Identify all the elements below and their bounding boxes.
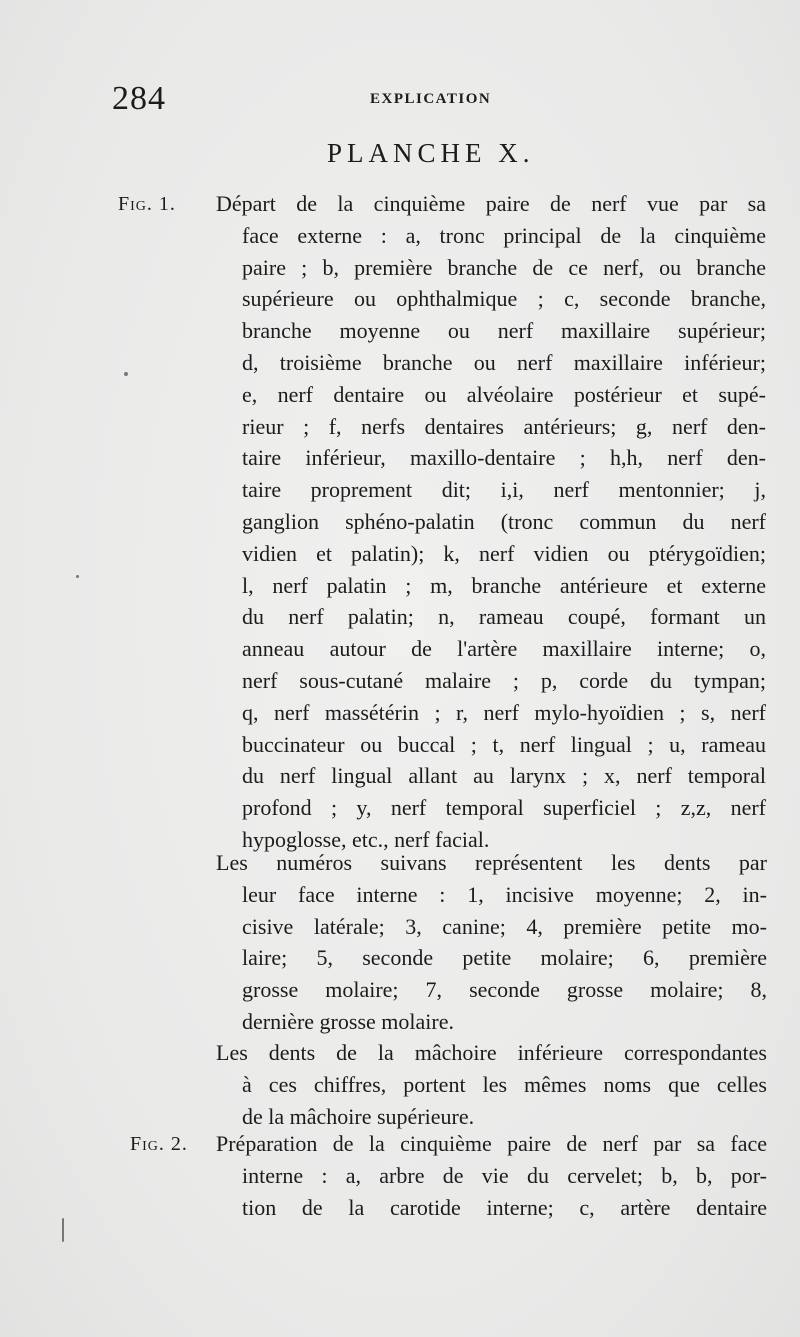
text-line: à ces chiffres, portent les mêmes noms que celles — [242, 1071, 767, 1097]
text-line: buccinateur ou buccal ; t, nerf lingual ; u, rameau — [242, 731, 766, 757]
fig-2-caption — [216, 1128, 767, 1223]
text-line: supérieure ou ophthalmique ; c, seconde branche, — [242, 286, 766, 312]
text-line: grosse molaire; 7, seconde grosse molaire; 8, — [242, 977, 767, 1003]
text-line: ganglion sphéno-palatin (tronc commun du nerf — [242, 508, 766, 534]
text-line: hypoglosse, etc., nerf facial. — [242, 826, 490, 852]
text-line: paire ; b, première branche de ce nerf, ou branche — [242, 254, 766, 280]
text-line: face externe : a, tronc principal de la cinquième — [242, 222, 766, 248]
paper-speck — [76, 575, 79, 578]
text-line: cisive latérale; 3, canine; 4, première petite mo- — [242, 913, 767, 939]
running-head: EXPLICATION — [370, 91, 492, 107]
text-line: dernière grosse molaire. — [242, 1008, 454, 1034]
text-line: tion de la carotide interne; c, artère dentaire — [242, 1194, 767, 1220]
lower-jaw-paragraph — [216, 1037, 767, 1132]
text-line: rieur ; f, nerfs dentaires antérieurs; g, nerf den- — [242, 413, 766, 439]
text-line: taire proprement dit; i,i, nerf mentonnier; j, — [242, 477, 766, 503]
text-line: Les dents de la mâchoire inférieure correspondantes — [216, 1040, 767, 1065]
paper-speck — [124, 372, 128, 376]
text-line: Préparation de la cinquième paire de nerf par sa face — [216, 1131, 767, 1156]
text-line: q, nerf massétérin ; r, nerf mylo-hyoïdien ; s, nerf — [242, 699, 766, 725]
fig-2-label: Fig. 2. — [130, 1133, 188, 1155]
text-line: e, nerf dentaire ou alvéolaire postérieur et supé- — [242, 381, 766, 407]
text-line: d, troisième branche ou nerf maxillaire inférieur; — [242, 349, 766, 375]
text-line: Départ de la cinquième paire de nerf vue par sa — [216, 191, 766, 216]
text-line: leur face interne : 1, incisive moyenne; 2, in- — [242, 881, 767, 907]
text-line: du nerf palatin; n, rameau coupé, formant un — [242, 604, 766, 630]
paper-speck — [62, 1218, 64, 1242]
text-line: vidien et palatin); k, nerf vidien ou ptérygoïdien; — [242, 540, 766, 566]
fig-1-label: Fig. 1. — [118, 193, 176, 215]
teeth-numbers-paragraph — [216, 847, 767, 1038]
text-line: taire inférieur, maxillo-dentaire ; h,h, nerf den- — [242, 445, 766, 471]
text-line: Les numéros suivans représentent les dents par — [216, 850, 767, 875]
text-line: du nerf lingual allant au larynx ; x, nerf temporal — [242, 763, 766, 789]
text-line: profond ; y, nerf temporal superficiel ; z,z, nerf — [242, 795, 766, 821]
text-line: branche moyenne ou nerf maxillaire supérieur; — [242, 318, 766, 344]
fig-1-caption — [216, 188, 766, 856]
plate-title: PLANCHE X. — [327, 138, 535, 168]
text-line: de la mâchoire supérieure. — [242, 1103, 475, 1129]
text-line: anneau autour de l'artère maxillaire interne; o, — [242, 636, 766, 662]
text-line: interne : a, arbre de vie du cervelet; b, b, por- — [242, 1162, 767, 1188]
page-number: 284 — [112, 80, 166, 117]
text-line: nerf sous-cutané malaire ; p, corde du tympan; — [242, 667, 766, 693]
text-line: l, nerf palatin ; m, branche antérieure et externe — [242, 572, 766, 598]
text-line: laire; 5, seconde petite molaire; 6, première — [242, 945, 767, 971]
